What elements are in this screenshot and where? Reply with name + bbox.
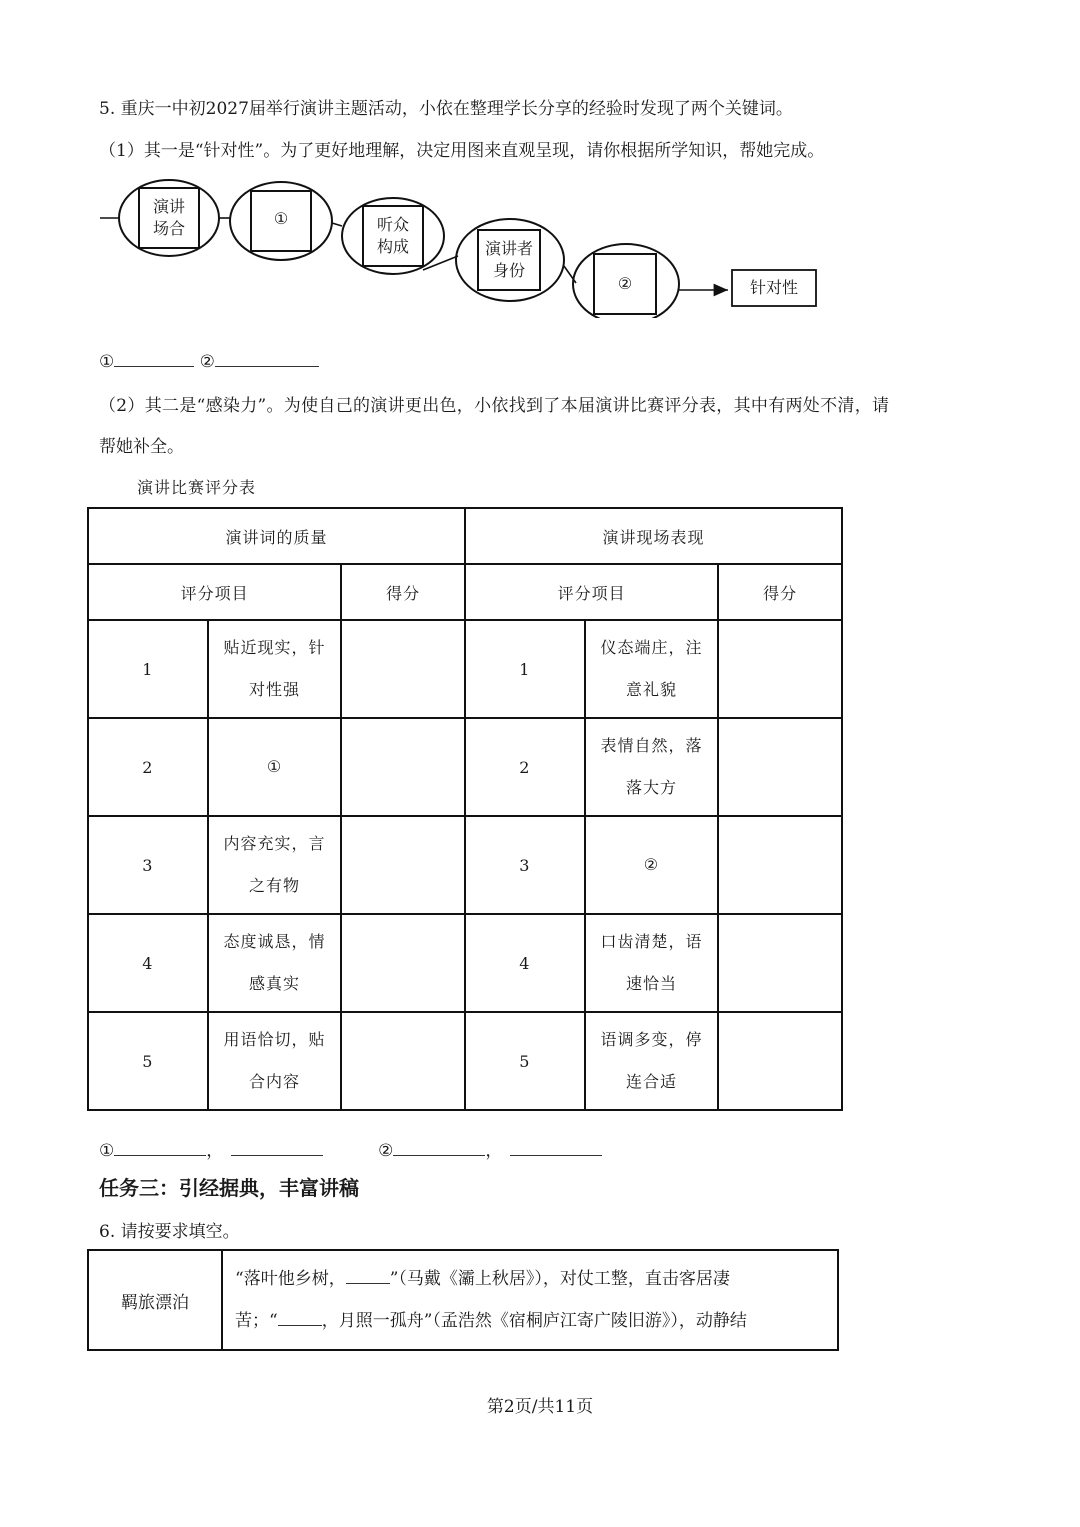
row-num: 3 <box>88 816 208 914</box>
row-item-right: ② <box>585 816 719 914</box>
blank-4[interactable] <box>231 1139 323 1156</box>
row-item-left: ① <box>208 718 342 816</box>
blank-3[interactable] <box>114 1139 206 1156</box>
q5-stem: 5. 重庆一中初2027届举行演讲主题活动，小依在整理学长分享的经验时发现了两个关键词。 <box>99 99 793 119</box>
col-header-item-left: 评分项目 <box>88 564 341 620</box>
table-row <box>88 718 842 816</box>
blank-1[interactable] <box>114 350 194 367</box>
score-cell[interactable] <box>718 620 842 718</box>
score-cell[interactable] <box>341 1012 465 1110</box>
row-num: 4 <box>88 914 208 1012</box>
col-header-score-left: 得分 <box>341 564 465 620</box>
row-item-right: 表情自然，落落大方 <box>585 718 719 816</box>
row-item-right: 口齿清楚，语速恰当 <box>585 914 719 1012</box>
blank-6[interactable] <box>510 1139 602 1156</box>
answer-blanks-2: ① ， ② ， <box>99 1136 602 1161</box>
answer-blanks-1 <box>99 350 319 372</box>
blank-8[interactable] <box>278 1309 322 1326</box>
row-num: 5 <box>465 1012 585 1110</box>
flow-diagram-svg <box>96 178 836 318</box>
score-cell[interactable] <box>718 816 842 914</box>
group-header-right: 演讲现场表现 <box>465 508 842 564</box>
table-row <box>88 914 842 1012</box>
row-item-right: 语调多变，停连合适 <box>585 1012 719 1110</box>
col-header-item-right: 评分项目 <box>465 564 718 620</box>
row-num: 5 <box>88 1012 208 1110</box>
score-cell[interactable] <box>341 718 465 816</box>
col-header-score-right: 得分 <box>718 564 842 620</box>
group-header-left: 演讲词的质量 <box>88 508 465 564</box>
score-cell[interactable] <box>718 914 842 1012</box>
row-item-left: 用语恰切，贴合内容 <box>208 1012 342 1110</box>
score-table <box>87 507 843 1111</box>
row-item-right: 仪态端庄，注意礼貌 <box>585 620 719 718</box>
fill-row-text: “落叶他乡树， ”（马戴《灞上秋居》），对仗工整，直击客居凄 苦；“ ，月照一孤舟”（孟浩然《宿桐庐江寄广陵旧游》），动静结 <box>222 1250 838 1350</box>
flow-diagram <box>96 178 836 318</box>
row-item-left: 内容充实，言之有物 <box>208 816 342 914</box>
node-label-5: ② <box>617 274 633 293</box>
node-label-4: 演讲者 身份 <box>484 239 533 280</box>
blank-7[interactable] <box>346 1267 390 1284</box>
row-item-left: 贴近现实，针对性强 <box>208 620 342 718</box>
node-label-1: 演讲 场合 <box>152 197 185 238</box>
q6-stem: 6. 请按要求填空。 <box>99 1222 240 1242</box>
q5-part2-line2: 帮她补全。 <box>99 437 184 457</box>
score-cell[interactable] <box>718 1012 842 1110</box>
blank-label-1: ① <box>99 352 115 372</box>
task3-heading: 任务三：引经据典，丰富讲稿 <box>99 1176 359 1200</box>
row-item-left: 态度诚恳，情感真实 <box>208 914 342 1012</box>
score-table-title: 演讲比赛评分表 <box>137 478 257 497</box>
node-label-3: 听众 构成 <box>376 215 409 256</box>
table-row <box>88 816 842 914</box>
score-cell[interactable] <box>341 816 465 914</box>
row-num: 2 <box>465 718 585 816</box>
score-cell[interactable] <box>718 718 842 816</box>
q5-part1: （1）其一是“针对性”。为了更好地理解，决定用图来直观呈现，请你根据所学知识，帮她完成。 <box>99 141 825 161</box>
table-row <box>88 1012 842 1110</box>
page-footer: 第2页/共11页 <box>486 1397 594 1417</box>
q5-part2-line1: （2）其二是“感染力”。为使自己的演讲更出色，小依找到了本届演讲比赛评分表，其中有两处不清，请 <box>99 396 890 416</box>
row-num: 4 <box>465 914 585 1012</box>
blank-5[interactable] <box>393 1139 485 1156</box>
target-label: 针对性 <box>749 278 798 297</box>
fill-row-label: 羁旅漂泊 <box>88 1250 222 1350</box>
row-num: 3 <box>465 816 585 914</box>
fill-table <box>87 1249 839 1351</box>
row-num: 2 <box>88 718 208 816</box>
blank-label-2: ② <box>199 352 215 372</box>
row-num: 1 <box>465 620 585 718</box>
row-num: 1 <box>88 620 208 718</box>
table-row <box>88 620 842 718</box>
blank-2[interactable] <box>215 350 319 367</box>
table-row <box>88 1250 838 1350</box>
node-label-2: ① <box>273 209 289 228</box>
score-cell[interactable] <box>341 914 465 1012</box>
score-cell[interactable] <box>341 620 465 718</box>
